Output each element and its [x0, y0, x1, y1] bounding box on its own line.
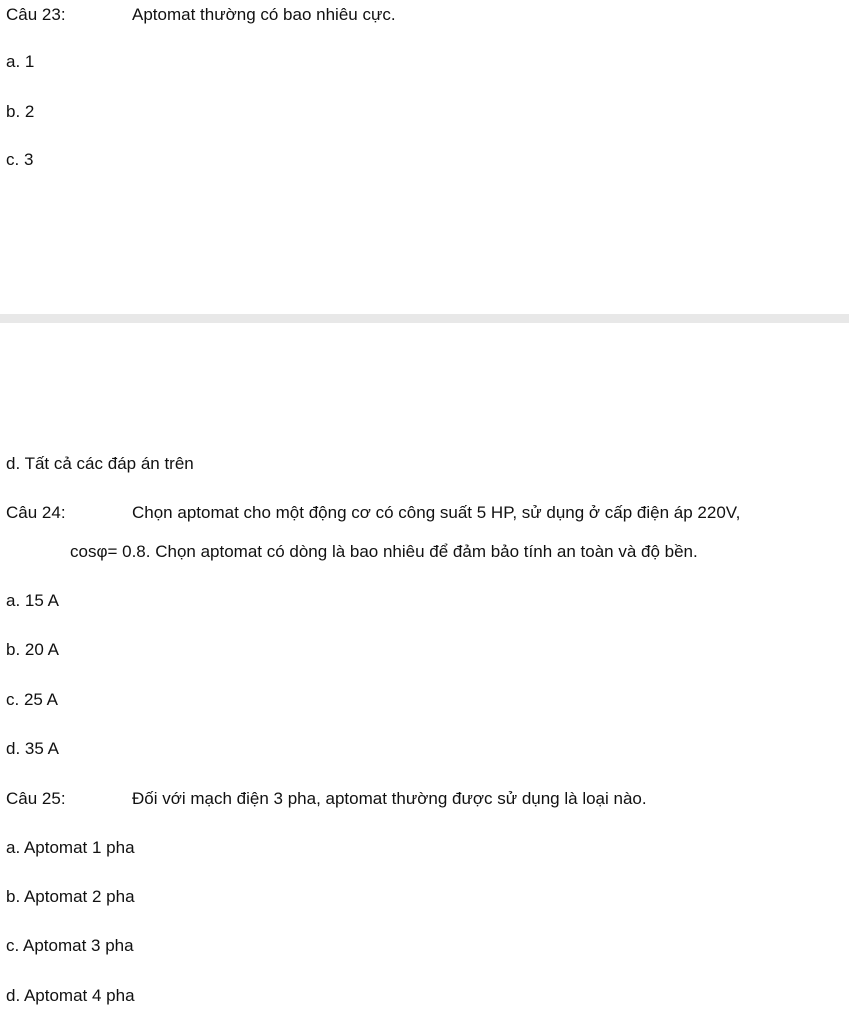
- option-c: c. 3: [6, 150, 34, 169]
- option-b: b. Aptomat 2 pha: [6, 887, 135, 906]
- option-c: c. Aptomat 3 pha: [6, 936, 134, 955]
- question-text-continued: cosφ= 0.8. Chọn aptomat có dòng là bao nhiêu để đảm bảo tính an toàn và độ bền.: [70, 542, 698, 561]
- option-c: c. 25 A: [6, 690, 58, 709]
- question-number: Câu 23:: [6, 5, 66, 24]
- option-d: d. Aptomat 4 pha: [6, 986, 135, 1005]
- option-a: a. Aptomat 1 pha: [6, 838, 135, 857]
- page-divider: [0, 314, 849, 323]
- question-text: Chọn aptomat cho một động cơ có công suất 5 HP, sử dụng ở cấp điện áp 220V,: [132, 503, 741, 522]
- option-d: d. 35 A: [6, 739, 59, 758]
- question-number: Câu 24:: [6, 503, 66, 522]
- option-a: a. 15 A: [6, 591, 59, 610]
- option-d: d. Tất cả các đáp án trên: [6, 454, 194, 473]
- question-text: Đối với mạch điện 3 pha, aptomat thường được sử dụng là loại nào.: [132, 789, 647, 808]
- question-text: Aptomat thường có bao nhiêu cực.: [132, 5, 396, 24]
- option-a: a. 1: [6, 52, 35, 71]
- option-b: b. 2: [6, 102, 35, 121]
- question-number: Câu 25:: [6, 789, 66, 808]
- option-b: b. 20 A: [6, 640, 59, 659]
